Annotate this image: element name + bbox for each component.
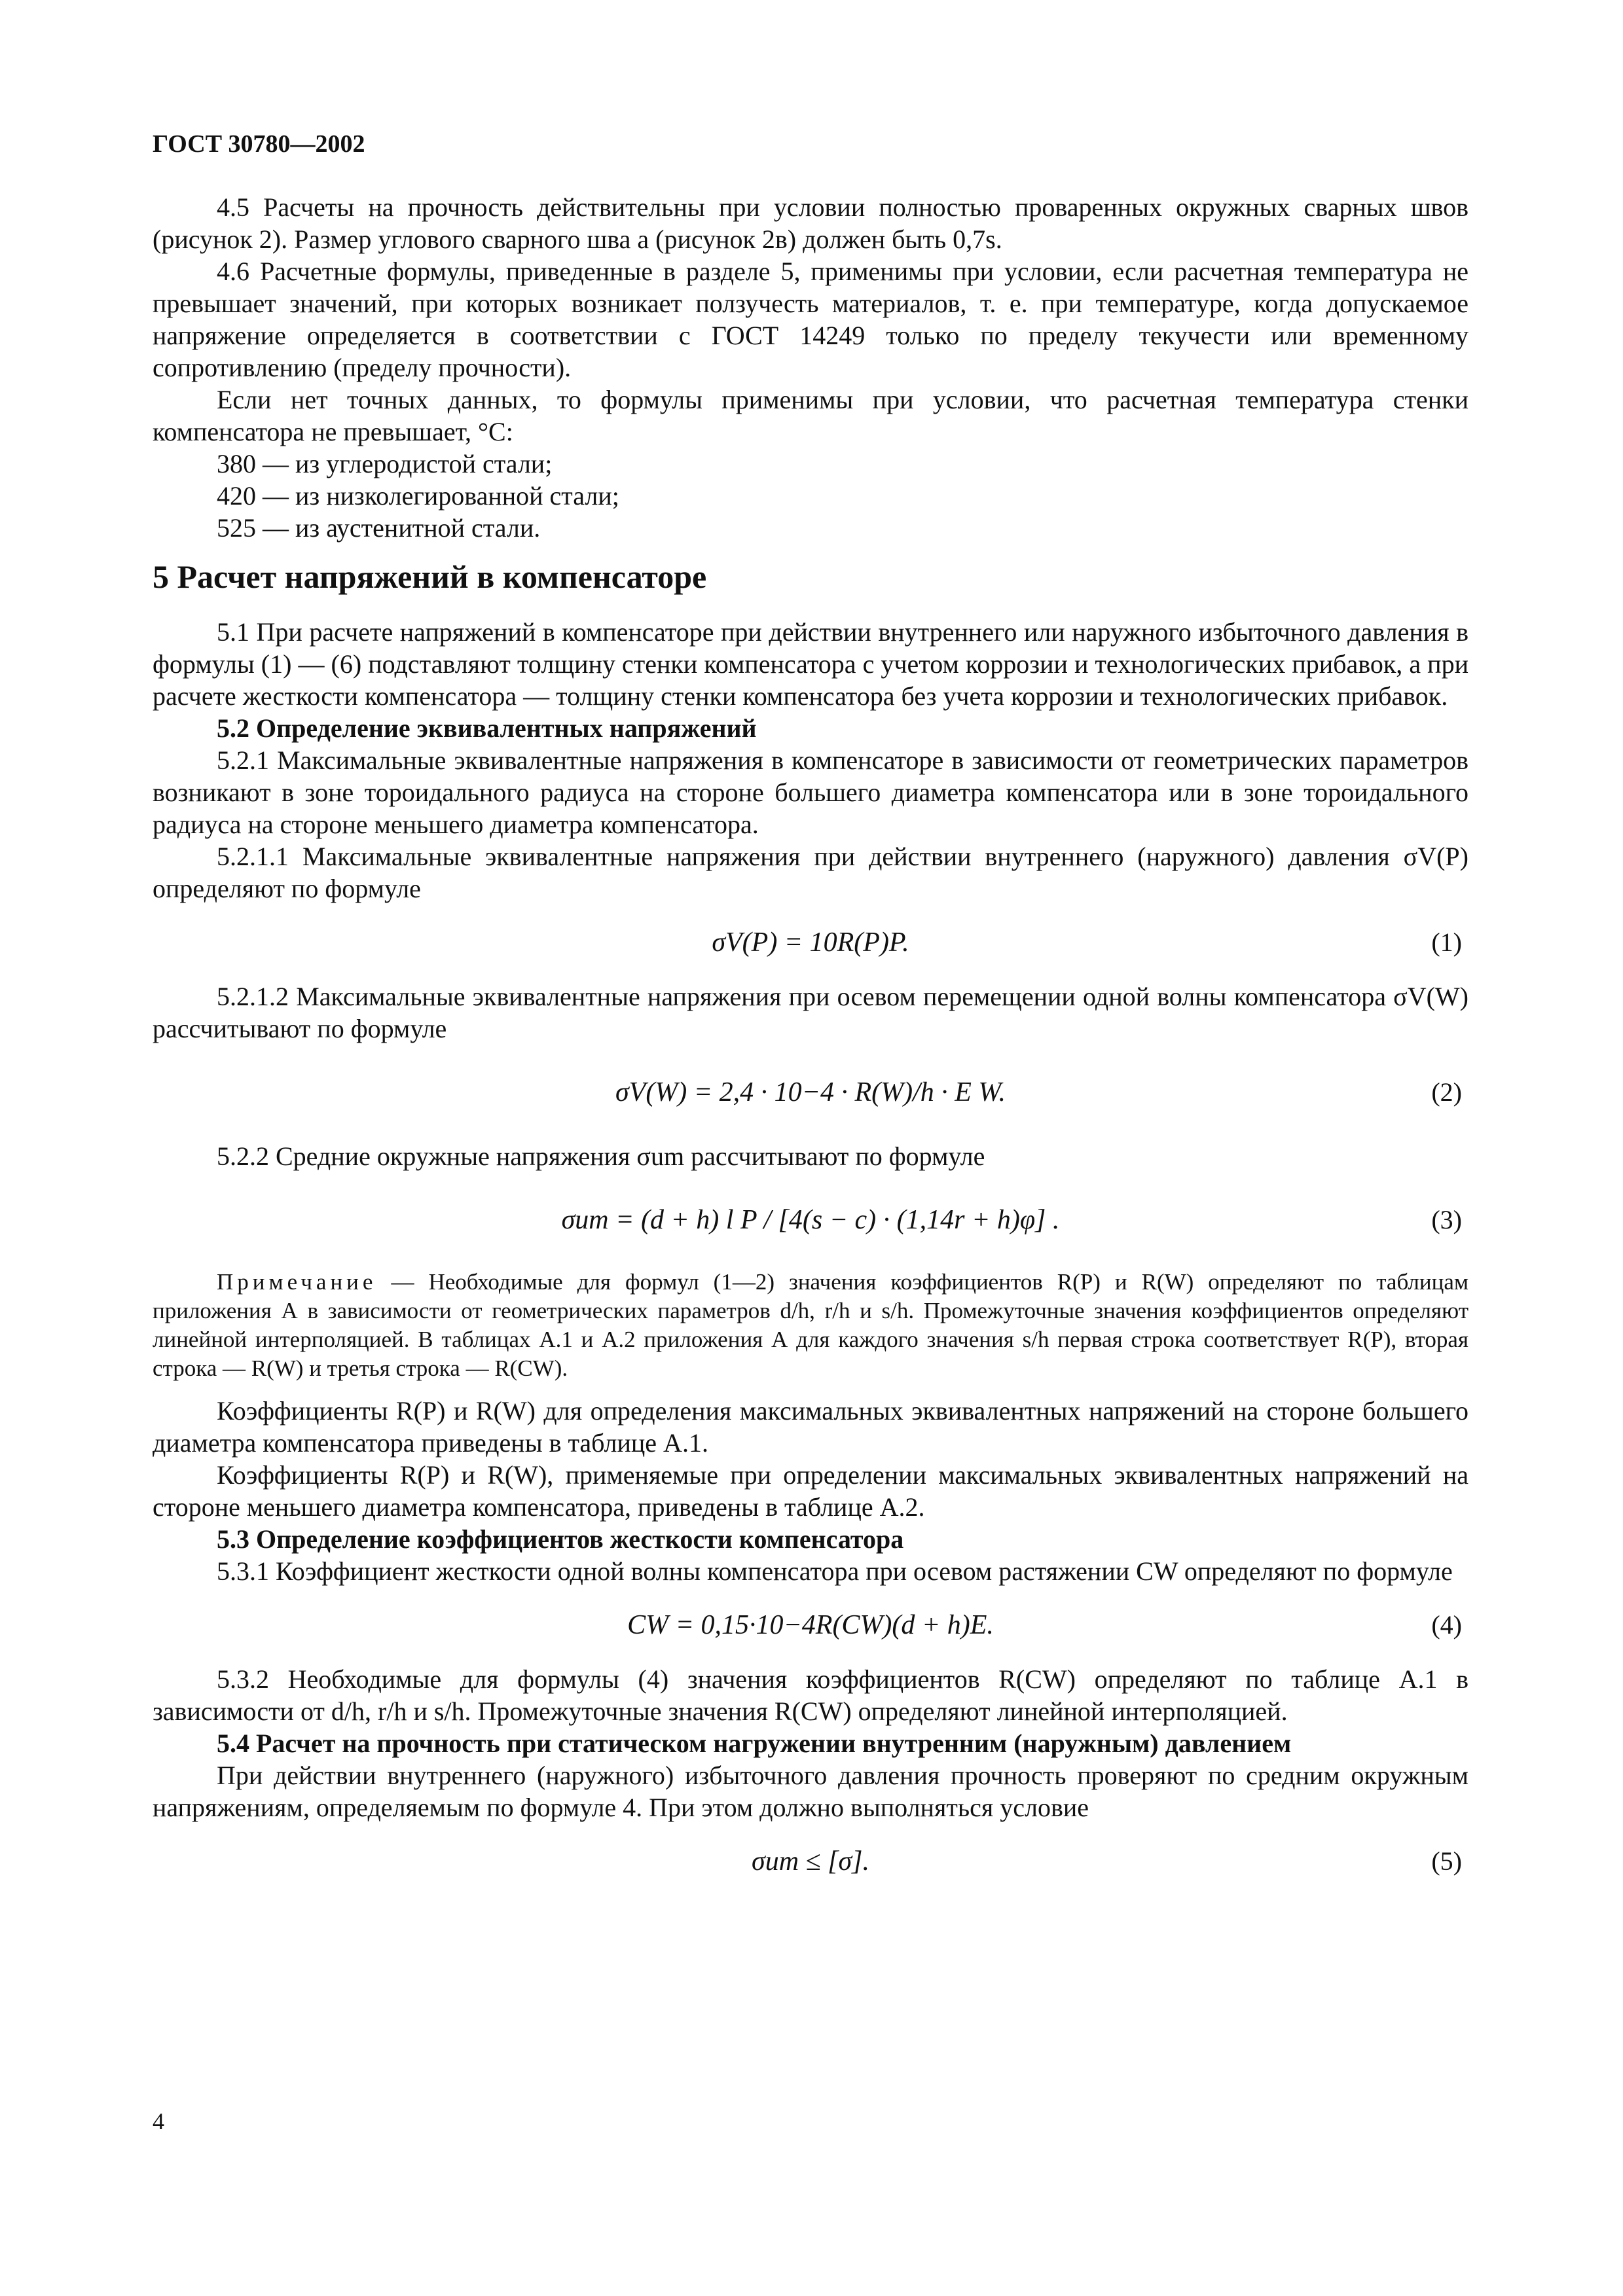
paragraph-5-2-1-2: 5.2.1.2 Максимальные эквивалентные напряжения при осевом перемещении одной волны компенсатора σV(W) рассчитывают по формуле — [153, 982, 1468, 1043]
document-body — [153, 191, 1468, 1899]
subsection-heading-5-4: 5.4 Расчет на прочность при статическом нагружении внутренним (наружным) давлением — [217, 1729, 1292, 1758]
note-label: Примечание — [217, 1269, 377, 1295]
formula-2-number: (2) — [1431, 1077, 1462, 1107]
paragraph-temperature-conditions: Если нет точных данных, то формулы применимы при условии, что расчетная температура стенки компенсатора не превышает, °С: — [153, 385, 1468, 446]
formula-5-number: (5) — [1431, 1846, 1462, 1876]
page-number: 4 — [153, 2108, 164, 2134]
subsection-heading-5-3: 5.3 Определение коэффициентов жесткости компенсатора — [217, 1524, 904, 1554]
section-title: 5 Расчет напряжений в компенсаторе — [153, 558, 707, 595]
document-header: ГОСТ 30780—2002 — [153, 130, 365, 158]
list-item: 380 — из углеродистой стали; — [217, 449, 553, 478]
paragraph-coefficients-table-a2: Коэффициенты R(P) и R(W), применяемые при определении максимальных эквивалентных напряжений на стороне меньшего диаметра компенсатора, приведены в таблице А.2. — [153, 1460, 1468, 1522]
formula-3-expression: σum = (d + h) l P / [4(s − c) · (1,14r + h)φ] . — [561, 1205, 1060, 1235]
formula-1 — [153, 916, 1468, 969]
paragraph-5-3-1: 5.3.1 Коэффициент жесткости одной волны компенсатора при осевом растяжении CW определяют по формуле — [217, 1556, 1453, 1586]
note-block — [153, 1268, 1468, 1383]
paragraph-4-5: 4.5 Расчеты на прочность действительны при условии полностью проваренных окружных сварных швов (рисунок 2). Размер углового сварного шва a (рисунок 2в) должен быть 0,7s. — [153, 192, 1468, 254]
formula-5 — [153, 1835, 1468, 1888]
paragraph-coefficients-table-a1: Коэффициенты R(P) и R(W) для определения максимальных эквивалентных напряжений на стороне большего диаметра компенсатора приведены в таблице А.1. — [153, 1396, 1468, 1458]
list-item: 420 — из низколегированной стали; — [217, 481, 619, 511]
formula-4 — [153, 1599, 1468, 1651]
formula-3-number: (3) — [1431, 1205, 1462, 1234]
paragraph-5-1: 5.1 При расчете напряжений в компенсаторе при действии внутреннего или наружного избыточного давления в формулы (1) — (6) подставляют толщину стенки компенсатора с учетом коррозии и технологических прибавок, а при расчете жесткости компенсатора — толщину стенки компенсатора без учета коррозии и технологических прибавок. — [153, 617, 1468, 711]
paragraph-5-2-2: 5.2.2 Средние окружные напряжения σum рассчитывают по формуле — [217, 1141, 985, 1171]
paragraph-5-2-1-1: 5.2.1.1 Максимальные эквивалентные напряжения при действии внутреннего (наружного) давления σV(P) определяют по формуле — [153, 842, 1468, 903]
paragraph-5-2-1: 5.2.1 Максимальные эквивалентные напряжения в компенсаторе в зависимости от геометрических параметров возникают в зоне тороидального радиуса на стороне большего диаметра компенсатора или в зоне тороидального радиуса на стороне меньшего диаметра компенсатора. — [153, 745, 1468, 839]
list-item: 525 — из аустенитной стали. — [217, 513, 541, 543]
formula-5-expression: σum ≤ [σ]. — [752, 1846, 869, 1876]
subsection-heading-5-2: 5.2 Определение эквивалентных напряжений — [217, 713, 757, 743]
paragraph-5-4: При действии внутреннего (наружного) избыточного давления прочность проверяют по средним окружным напряжениям, определяемым по формуле 4. При этом должно выполняться условие — [153, 1761, 1468, 1822]
formula-3 — [153, 1184, 1468, 1256]
note-text: — Необходимые для формул (1—2) значения коэффициентов R(P) и R(W) определяют по таблицам приложения А в зависимости от геометрических параметров d/h, r/h и s/h. Промежуточные значения коэффициентов определяют линейной интерполяцией. В таблицах А.1 и А.2 приложения А для каждого значения s/h первая строка соответствует R(P), вторая строка — R(W) и третья строка — R(CW). — [153, 1269, 1469, 1381]
formula-2 — [153, 1056, 1468, 1128]
formula-4-number: (4) — [1431, 1610, 1462, 1640]
formula-4-expression: CW = 0,15·10−4R(CW)(d + h)E. — [627, 1610, 994, 1640]
paragraph-4-6: 4.6 Расчетные формулы, приведенные в разделе 5, применимы при условии, если расчетная температура не превышает значений, при которых возникает ползучесть материалов, т. е. при температуре, когда допускаемое напряжение определяется в соответствии с ГОСТ 14249 только по пределу текучести или временному сопротивлению (пределу прочности). — [153, 257, 1468, 382]
formula-2-expression: σV(W) = 2,4 · 10−4 · R(W)/h · E W. — [615, 1077, 1006, 1107]
formula-1-expression: σV(P) = 10R(P)P. — [712, 927, 909, 958]
formula-1-number: (1) — [1431, 927, 1462, 957]
paragraph-5-3-2: 5.3.2 Необходимые для формулы (4) значения коэффициентов R(CW) определяют по таблице А.1 в зависимости от d/h, r/h и s/h. Промежуточные значения R(CW) определяют линейной интерполяцией. — [153, 1664, 1468, 1726]
